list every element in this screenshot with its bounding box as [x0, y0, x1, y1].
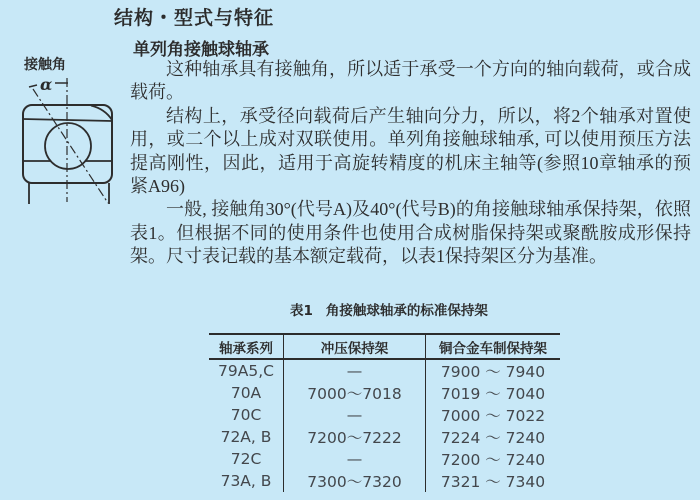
- table-caption-title: 角接触球轴承的标准保持架: [325, 303, 488, 319]
- alpha-angle-symbol: α: [40, 75, 53, 94]
- cell-machined: 7900 ～ 7940: [440, 363, 546, 381]
- table-caption-number: 表1: [290, 303, 313, 319]
- cell-machined: 7321 ～ 7340: [440, 473, 546, 491]
- col-header-machined-cage: 铜合金车制保持架: [439, 340, 547, 357]
- page-title: 结构・型式与特征: [114, 7, 275, 29]
- body-text: [130, 58, 691, 269]
- cell-series: 72C: [209, 448, 284, 470]
- table-row: [209, 448, 560, 470]
- table-row: [209, 404, 560, 426]
- table-row: [209, 360, 560, 382]
- cell-series: 72A, B: [209, 426, 284, 448]
- table-row: [209, 470, 560, 492]
- col-header-bearing-series: 轴承系列: [209, 335, 284, 358]
- cell-pressed: 7300～7320: [284, 470, 426, 492]
- table-header-row: [209, 333, 560, 360]
- cell-series: 79A5,C: [209, 360, 284, 382]
- cell-series: 70C: [209, 404, 284, 426]
- cell-pressed: —: [284, 448, 426, 470]
- section-title: 单列角接触球轴承: [133, 40, 269, 60]
- cell-series: 70A: [209, 382, 284, 404]
- contact-angle-label: 接触角: [24, 57, 66, 73]
- paragraph: 这种轴承具有接触角，所以适于承受一个方向的轴向载荷，或合成载荷。: [130, 59, 691, 103]
- cell-machined: 7000 ～ 7022: [440, 407, 546, 425]
- cell-pressed: 7200～7222: [284, 426, 426, 448]
- cell-pressed: —: [284, 360, 426, 382]
- col-header-pressed-cage: 冲压保持架: [284, 335, 426, 358]
- cell-series: 73A, B: [209, 470, 284, 492]
- cell-machined: 7200 ～ 7240: [440, 451, 546, 469]
- cell-pressed: —: [284, 404, 426, 426]
- paragraph: 一般, 接触角30°(代号A)及40°(代号B)的角接触球轴承保持架，依照表1。但根据不同的使用条件也使用合成树脂保持架或聚酰胺成形保持架。尺寸表记载的基本额定载荷，以表1保持架区分为基准。: [130, 199, 691, 267]
- table-row: [209, 426, 560, 448]
- standard-cage-table: [209, 333, 560, 492]
- table-caption: [290, 299, 488, 319]
- cell-pressed: 7000～7018: [284, 382, 426, 404]
- paragraph: 结构上，承受径向载荷后产生轴向分力，所以，将2个轴承对置使用，或二个以上成对双联使用。单列角接触球轴承, 可以使用预压方法提高刚性，因此，适用于高旋转精度的机床主轴等(参照10章轴承的预紧A96): [130, 105, 691, 197]
- cell-machined: 7224 ～ 7240: [440, 429, 546, 447]
- table-row: [209, 382, 560, 404]
- bearing-cross-section-diagram: [8, 48, 132, 213]
- cell-machined: 7019 ～ 7040: [440, 385, 546, 403]
